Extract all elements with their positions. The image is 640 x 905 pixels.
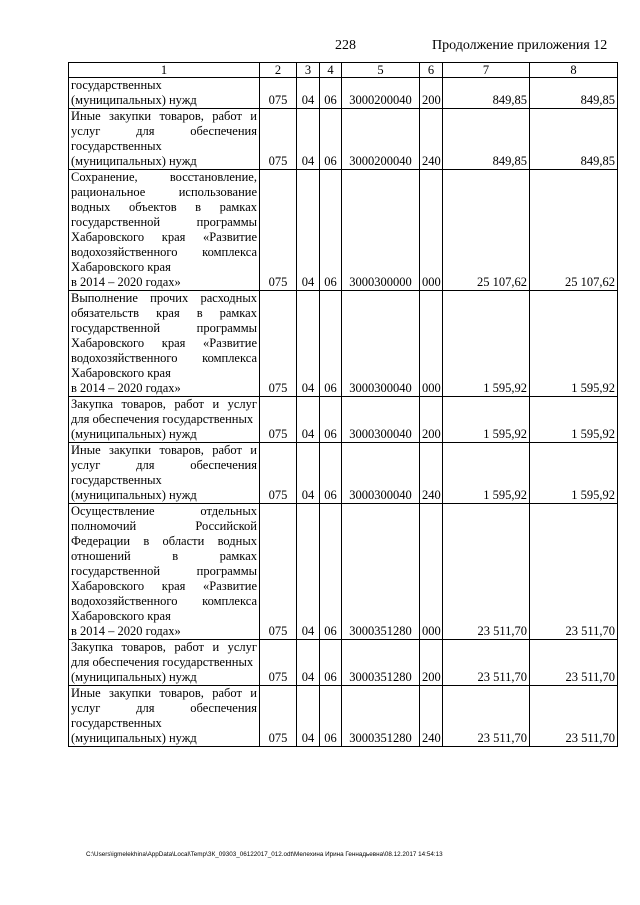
amount-col8: 849,85 [530, 109, 618, 170]
expense-type-code: 000 [420, 170, 443, 291]
expense-name: Иные закупки товаров, работ и услуг для обеспечения государственных (муниципальных) нужд [69, 443, 260, 504]
appendix-caption: Продолжение приложения 12 [432, 38, 608, 53]
column-header: 3 [297, 63, 320, 78]
subsection-code: 06 [320, 78, 342, 109]
column-header: 8 [530, 63, 618, 78]
target-item-code: 3000300000 [342, 170, 420, 291]
amount-col7: 849,85 [443, 78, 530, 109]
table-row [69, 109, 618, 170]
section-code: 04 [297, 78, 320, 109]
column-header: 6 [420, 63, 443, 78]
target-item-code: 3000300040 [342, 291, 420, 397]
table-row [69, 443, 618, 504]
subsection-code: 06 [320, 170, 342, 291]
expense-name: государственных (муниципальных) нужд [69, 78, 260, 109]
subsection-code: 06 [320, 109, 342, 170]
table-row [69, 291, 618, 397]
ministry-code: 075 [260, 443, 297, 504]
column-header: 5 [342, 63, 420, 78]
expense-type-code: 200 [420, 640, 443, 686]
amount-col7: 1 595,92 [443, 443, 530, 504]
expense-type-code: 000 [420, 291, 443, 397]
table-row [69, 397, 618, 443]
table-row [69, 640, 618, 686]
amount-col8: 1 595,92 [530, 397, 618, 443]
target-item-code: 3000200040 [342, 109, 420, 170]
budget-table [68, 62, 618, 747]
ministry-code: 075 [260, 686, 297, 747]
subsection-code: 06 [320, 640, 342, 686]
table-row [69, 504, 618, 640]
table-header-row [69, 63, 618, 78]
expense-name: Выполнение прочих расходных обязательств края в рамках государственной программы Хабаровского края «Развитие водохозяйственного комплекса Хабаровского края в 2014 – 2020 годах» [69, 291, 260, 397]
subsection-code: 06 [320, 443, 342, 504]
expense-name: Осуществление отдельных полномочий Российской Федерации в области водных отношений в рамках государственной программы Хабаровского края «Развитие водохозяйственного комплекса Хабаровского края в 2014 – 2020 годах» [69, 504, 260, 640]
section-code: 04 [297, 397, 320, 443]
section-code: 04 [297, 443, 320, 504]
ministry-code: 075 [260, 78, 297, 109]
amount-col8: 849,85 [530, 78, 618, 109]
target-item-code: 3000351280 [342, 686, 420, 747]
expense-name: Иные закупки товаров, работ и услуг для обеспечения государственных (муниципальных) нужд [69, 686, 260, 747]
column-header: 2 [260, 63, 297, 78]
amount-col8: 23 511,70 [530, 504, 618, 640]
subsection-code: 06 [320, 291, 342, 397]
expense-type-code: 240 [420, 686, 443, 747]
column-header: 4 [320, 63, 342, 78]
document-footer-path: C:\Users\igmelekhina\AppData\Local\Temp\ЗК_09303_06122017_012.odt\Мелехина Ирина Геннадьевна\08.12.2017 14:54:13 [86, 851, 443, 858]
subsection-code: 06 [320, 504, 342, 640]
amount-col7: 23 511,70 [443, 640, 530, 686]
amount-col7: 25 107,62 [443, 170, 530, 291]
amount-col7: 23 511,70 [443, 686, 530, 747]
target-item-code: 3000200040 [342, 78, 420, 109]
ministry-code: 075 [260, 504, 297, 640]
amount-col7: 1 595,92 [443, 291, 530, 397]
amount-col8: 25 107,62 [530, 170, 618, 291]
expense-type-code: 240 [420, 443, 443, 504]
expense-name: Сохранение, восстановление, рациональное использование водных объектов в рамках государственной программы Хабаровского края «Развитие водохозяйственного комплекса Хабаровского края в 2014 – 2020 годах» [69, 170, 260, 291]
section-code: 04 [297, 170, 320, 291]
expense-type-code: 200 [420, 397, 443, 443]
target-item-code: 3000300040 [342, 397, 420, 443]
amount-col8: 23 511,70 [530, 640, 618, 686]
section-code: 04 [297, 686, 320, 747]
ministry-code: 075 [260, 109, 297, 170]
table-row [69, 78, 618, 109]
amount-col7: 1 595,92 [443, 397, 530, 443]
expense-name: Закупка товаров, работ и услуг для обеспечения государственных (муниципальных) нужд [69, 640, 260, 686]
expense-name: Иные закупки товаров, работ и услуг для обеспечения государственных (муниципальных) нужд [69, 109, 260, 170]
table-row [69, 170, 618, 291]
section-code: 04 [297, 291, 320, 397]
section-code: 04 [297, 109, 320, 170]
ministry-code: 075 [260, 640, 297, 686]
target-item-code: 3000351280 [342, 504, 420, 640]
expense-type-code: 200 [420, 78, 443, 109]
amount-col8: 23 511,70 [530, 686, 618, 747]
amount-col7: 23 511,70 [443, 504, 530, 640]
amount-col8: 1 595,92 [530, 443, 618, 504]
section-code: 04 [297, 504, 320, 640]
column-header: 1 [69, 63, 260, 78]
subsection-code: 06 [320, 686, 342, 747]
target-item-code: 3000300040 [342, 443, 420, 504]
table-row [69, 686, 618, 747]
expense-name: Закупка товаров, работ и услуг для обеспечения государственных (муниципальных) нужд [69, 397, 260, 443]
subsection-code: 06 [320, 397, 342, 443]
target-item-code: 3000351280 [342, 640, 420, 686]
section-code: 04 [297, 640, 320, 686]
page-number: 228 [335, 38, 356, 53]
ministry-code: 075 [260, 291, 297, 397]
expense-type-code: 240 [420, 109, 443, 170]
ministry-code: 075 [260, 397, 297, 443]
amount-col8: 1 595,92 [530, 291, 618, 397]
expense-type-code: 000 [420, 504, 443, 640]
ministry-code: 075 [260, 170, 297, 291]
amount-col7: 849,85 [443, 109, 530, 170]
column-header: 7 [443, 63, 530, 78]
